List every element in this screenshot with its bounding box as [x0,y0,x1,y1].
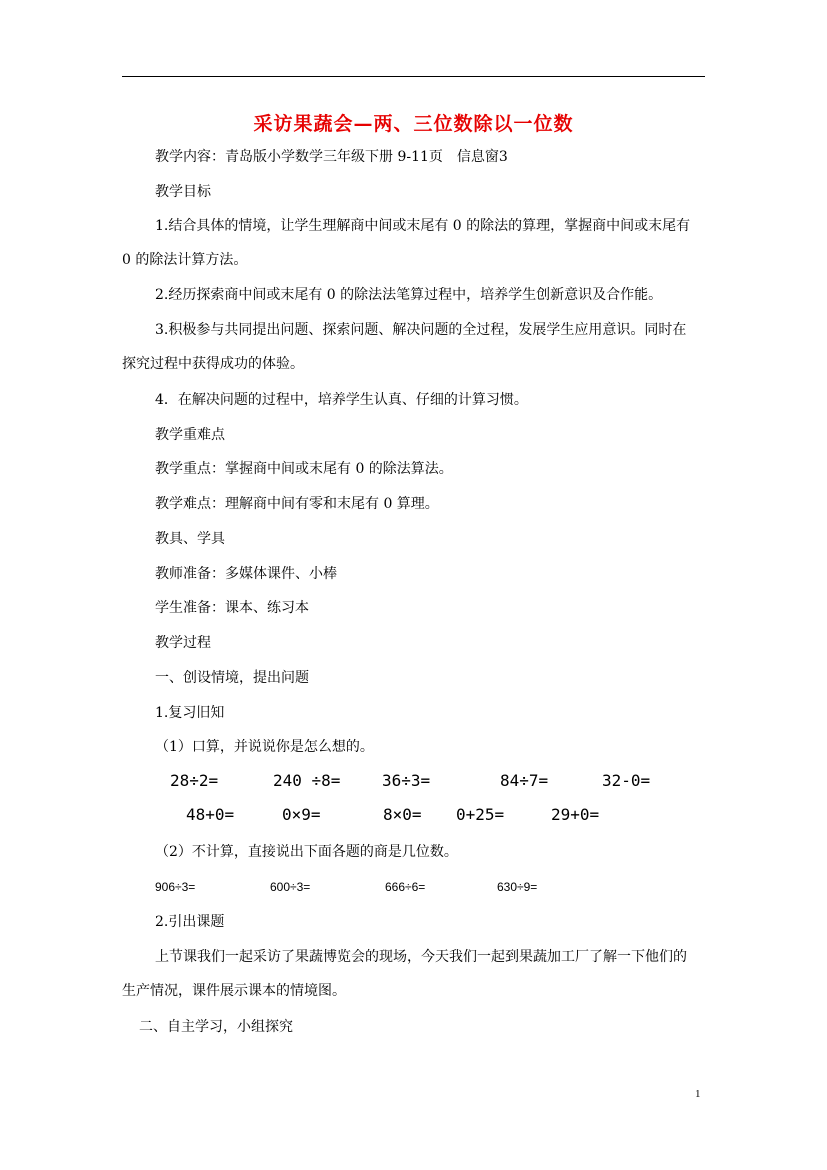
goal-4: 4．在解决问题的过程中，培养学生认真、仔细的计算习惯。 [155,392,528,408]
header-rule [122,76,705,77]
goal-3-line-b: 探究过程中获得成功的体验。 [122,356,304,372]
quotient-item: 600÷3= [270,880,311,894]
oral-row-1-item: 84÷7= [500,771,549,790]
review-heading: 1.复习旧知 [155,705,225,721]
oral-row-1-item: 36÷3= [382,771,431,790]
section-2-heading: 二、自主学习，小组探究 [139,1019,293,1035]
teacher-prep: 教师准备：多媒体课件、小棒 [155,566,337,582]
no-calc-instruction: （2）不计算，直接说出下面各题的商是几位数。 [155,844,458,860]
difficult-point: 教学难点：理解商中间有零和末尾有 0 算理。 [155,496,439,512]
quotient-item: 906÷3= [155,880,196,894]
intro-paragraph-b: 生产情况，课件展示课本的情境图。 [122,983,346,999]
process-heading: 教学过程 [155,635,211,651]
student-prep: 学生准备：课本、练习本 [155,600,309,616]
quotient-item: 630÷9= [497,880,538,894]
document-title: 采访果蔬会—两、三位数除以一位数 [253,113,574,135]
oral-row-2-item: 48+0= [186,805,235,824]
intro-heading: 2.引出课题 [155,914,225,930]
intro-paragraph-a: 上节课我们一起采访了果蔬博览会的现场，今天我们一起到果蔬加工厂了解一下他们的 [155,949,687,965]
oral-row-1-item: 32-0= [602,771,651,790]
quotient-item: 666÷6= [385,880,426,894]
goal-1-line-a: 1.结合具体的情境，让学生理解商中间或末尾有 0 的除法的算理，掌握商中间或末尾有 [155,218,691,234]
tools-heading: 教具、学具 [155,531,225,547]
oral-row-2-item: 0+25= [456,805,505,824]
goal-3-line-a: 3.积极参与共同提出问题、探索问题、解决问题的全过程，发展学生应用意识。同时在 [155,322,687,338]
key-point: 教学重点：掌握商中间或末尾有 0 的除法算法。 [155,461,453,477]
oral-row-1-item: 28÷2= [170,771,219,790]
oral-row-2-item: 0×9= [282,805,321,824]
page-number: 1 [695,1088,701,1100]
goals-heading: 教学目标 [155,184,211,200]
oral-row-1-item: 240 ÷8= [273,771,341,790]
section-1-heading: 一、创设情境，提出问题 [155,670,309,686]
oral-calc-instruction: （1）口算，并说说你是怎么想的。 [155,739,374,755]
oral-row-2-item: 8×0= [383,805,422,824]
oral-row-2-item: 29+0= [551,805,600,824]
goal-2: 2.经历探索商中间或末尾有 0 的除法法笔算过程中，培养学生创新意识及合作能。 [155,287,663,303]
goal-1-line-b: 0 的除法计算方法。 [122,252,248,268]
key-heading: 教学重难点 [155,427,225,443]
content-line: 教学内容：青岛版小学数学三年级下册 9-11页 信息窗3 [155,149,508,165]
